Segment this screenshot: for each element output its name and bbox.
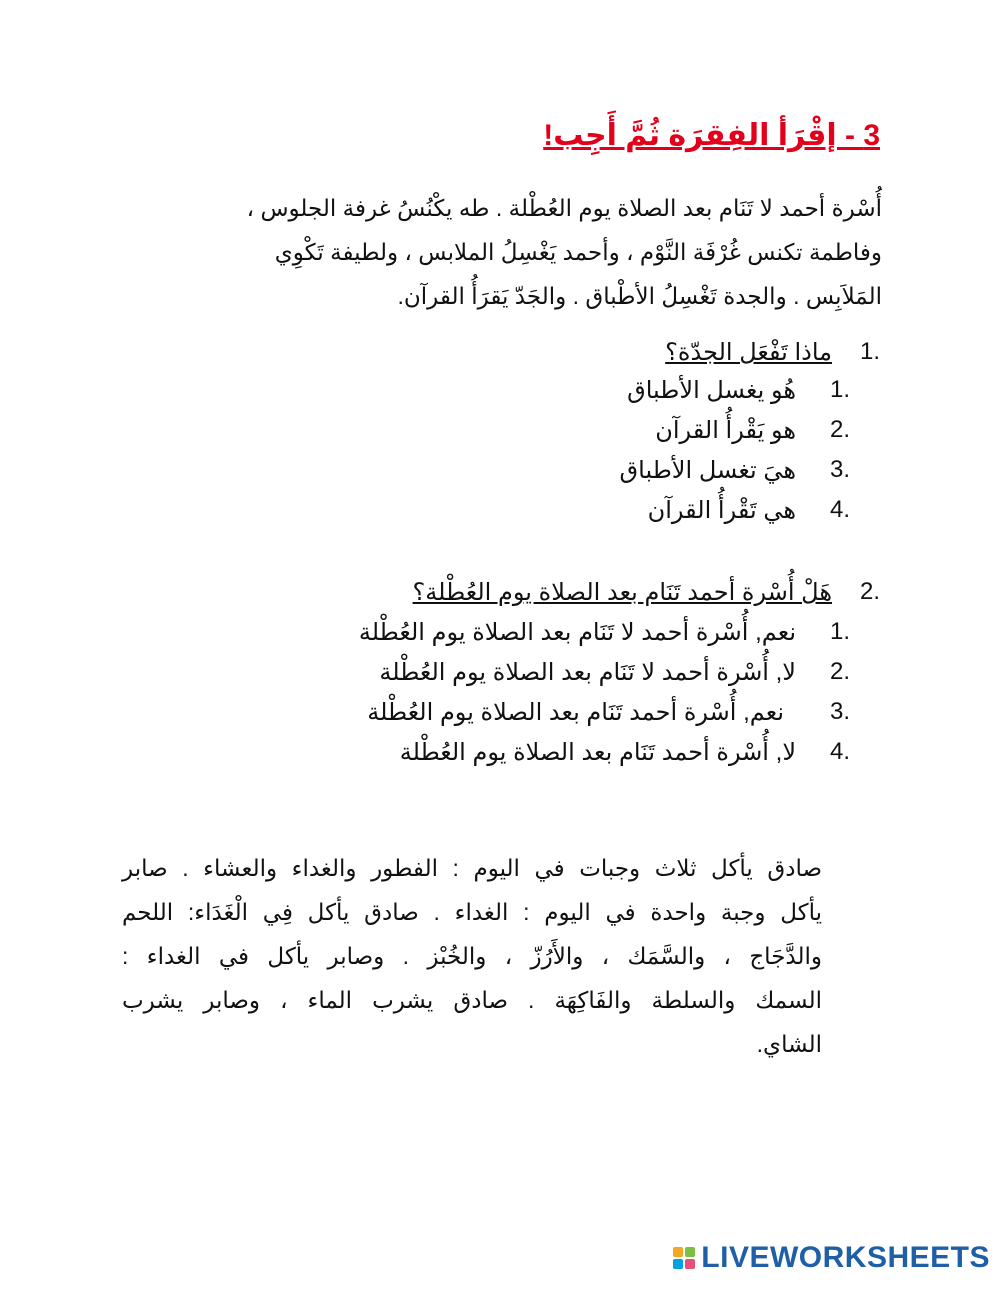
question-2-option-2[interactable] — [150, 658, 850, 690]
option-number: 1. — [829, 618, 850, 645]
logo-square — [685, 1259, 695, 1269]
liveworksheets-logo-icon — [673, 1247, 695, 1269]
logo-square — [673, 1247, 683, 1257]
option-text: هي تَقْرأُ القرآن — [647, 497, 796, 524]
paragraph-line: السمك والسلطة والفَاكِهَة . صادق يشرب الماء ، وصابر يشرب — [122, 987, 822, 1013]
option-text: نعم, أُسْرة أحمد تَنَام بعد الصلاة يوم العُطْلة — [367, 699, 784, 726]
question-2-option-3[interactable] — [150, 698, 850, 730]
question-2-option-4[interactable] — [150, 738, 850, 770]
option-text: هو يَقْرأُ القرآن — [655, 417, 796, 444]
paragraph-line: المَلاَبِس . والجدة تَغْسِلُ الأطْباق . والجَدّ يَقرَأُ القرآن. — [397, 283, 882, 309]
option-number: 2. — [829, 416, 850, 443]
question-1-option-2[interactable] — [450, 416, 850, 448]
reading-paragraph-1 — [122, 186, 882, 318]
paragraph-line: يأكل وجبة واحدة في اليوم : الغداء . صادق يأكل فِي الْغَدَاء: اللحم — [122, 899, 822, 925]
footer-branding — [673, 1241, 990, 1275]
brand-name: LIVEWORKSHEETS — [701, 1241, 990, 1274]
option-text: هيَ تغسل الأطباق — [619, 457, 796, 484]
paragraph-line: الشاي. — [756, 1031, 822, 1057]
option-text: لا, أُسْرة أحمد لا تَنَام بعد الصلاة يوم العُطْلة — [379, 659, 796, 686]
option-number: 2. — [829, 658, 850, 685]
question-2-option-1[interactable] — [150, 618, 850, 650]
question-text: هَلْ أُسْرة أحمد تَنَام بعد الصلاة يوم العُطْلة؟ — [412, 579, 832, 606]
question-text: ماذا تَفْعَل الجدّة؟ — [665, 339, 832, 366]
paragraph-line: صادق يأكل ثلاث وجبات في اليوم : الفطور والغداء والعشاء . صابر — [122, 855, 822, 881]
question-number: 2. — [859, 578, 880, 605]
option-text: هُو يغسل الأطباق — [627, 377, 796, 404]
option-number: 4. — [829, 738, 850, 765]
logo-square — [673, 1259, 683, 1269]
option-number: 3. — [829, 698, 850, 725]
question-2 — [280, 578, 880, 610]
option-text: نعم, أُسْرة أحمد لا تَنَام بعد الصلاة يوم العُطْلة — [358, 619, 796, 646]
page-title: 3 - إقْرَأ الفِقرَة ثُمَّ أَجِب! — [543, 119, 880, 152]
question-1-option-1[interactable] — [450, 376, 850, 408]
paragraph-line: والدَّجَاج ، والسَّمَك ، والأَرُزّ ، والخُبْز . وصابر يأكل في الغداء : — [122, 943, 822, 969]
paragraph-line: وفاطمة تكنس غُرْفَة النَّوْم ، وأحمد يَغْسِلُ الملابس ، ولطيفة تَكْوِي — [274, 239, 882, 265]
option-number: 1. — [829, 376, 850, 403]
question-1 — [480, 338, 880, 370]
question-1-option-4[interactable] — [450, 496, 850, 528]
paragraph-line: أُسْرة أحمد لا تَنَام بعد الصلاة يوم العُطْلة . طه يكْنُسُ غرفة الجلوس ، — [246, 195, 882, 221]
option-number: 3. — [829, 456, 850, 483]
question-1-option-3[interactable] — [450, 456, 850, 488]
option-number: 4. — [829, 496, 850, 523]
question-number: 1. — [859, 338, 880, 365]
option-text: لا, أُسْرة أحمد تَنَام بعد الصلاة يوم العُطْلة — [399, 739, 796, 766]
reading-paragraph-2 — [122, 846, 822, 1066]
logo-square — [685, 1247, 695, 1257]
